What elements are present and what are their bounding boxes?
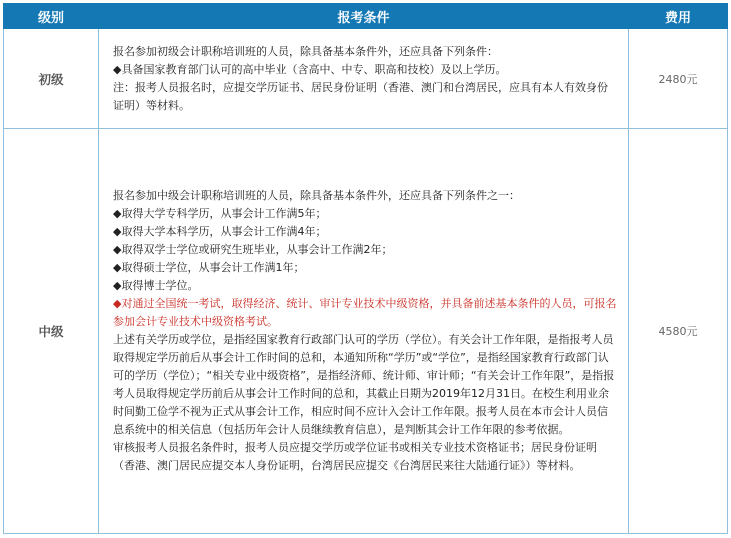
header-conditions: 报考条件 [99, 4, 629, 29]
fee-cell: 2480元 [629, 29, 728, 129]
condition-line: 报名参加中级会计职称培训班的人员，除具备基本条件外，还应具备下列条件之一： [113, 189, 520, 202]
condition-note: 上述有关学历或学位，是指经国家教育行政部门认可的学历（学位）。有关会计工作年限，是指报考人员取得规定学历前后从事会计工作时间的总和，本通知所称“学历”或“学位”，是指经国家教育行政部门认可的学历（学位）；“相关专业中级资格”，是指经济师、统计师、审计师；“有关会计工作年限”，是指报考人员取得规定学历前后从事会计工作时间的总和，其截止日期为2019年12月31日。在校生利用业余时间勤工俭学不视为正式从事会计工作，相应时间不应计入会计工作年限。报考人员在本市会计人员信息系统中的相关信息（包括历年会计人员继续教育信息），是判断其会计工作年限的参考依据。 [113, 333, 615, 436]
table-header-row [4, 4, 728, 29]
exam-requirements-table [3, 3, 728, 534]
table-row-intermediate [4, 129, 728, 534]
fee-cell: 4580元 [629, 129, 728, 534]
conditions-cell [99, 29, 629, 129]
header-level: 级别 [4, 4, 99, 29]
condition-line: 注：报考人员报名时，应提交学历证书、居民身份证明（香港、澳门和台湾居民，应具有本人有效身份证明）等材料。 [113, 80, 608, 112]
condition-line: 报名参加初级会计职称培训班的人员，除具备基本条件外，还应具备下列条件： [113, 44, 498, 58]
conditions-cell [99, 129, 629, 534]
table-row-junior [4, 29, 728, 129]
condition-line-highlight: ◆对通过全国统一考试，取得经济、统计、审计专业技术中级资格，并具备前述基本条件的人员，可报名参加会计专业技术中级资格考试。 [113, 297, 617, 328]
condition-line: ◆取得大学本科学历，从事会计工作满4年； [113, 225, 327, 238]
level-cell: 中级 [4, 129, 99, 534]
header-fee: 费用 [629, 4, 728, 29]
condition-line: ◆取得双学士学位或研究生班毕业，从事会计工作满2年； [113, 243, 393, 256]
condition-line: ◆取得硕士学位，从事会计工作满1年； [113, 261, 305, 274]
level-cell: 初级 [4, 29, 99, 129]
condition-line: ◆取得大学专科学历，从事会计工作满5年； [113, 207, 327, 220]
condition-line: ◆取得博士学位。 [113, 279, 199, 292]
condition-note: 审核报考人员报名条件时，报考人员应提交学历或学位证书或相关专业技术资格证书；居民身份证明（香港、澳门居民应提交本人身份证明，台湾居民应提交《台湾居民来往大陆通行证》）等材料。 [113, 441, 597, 472]
condition-line: ◆具备国家教育部门认可的高中毕业（含高中、中专、职高和技校）及以上学历。 [113, 62, 507, 76]
